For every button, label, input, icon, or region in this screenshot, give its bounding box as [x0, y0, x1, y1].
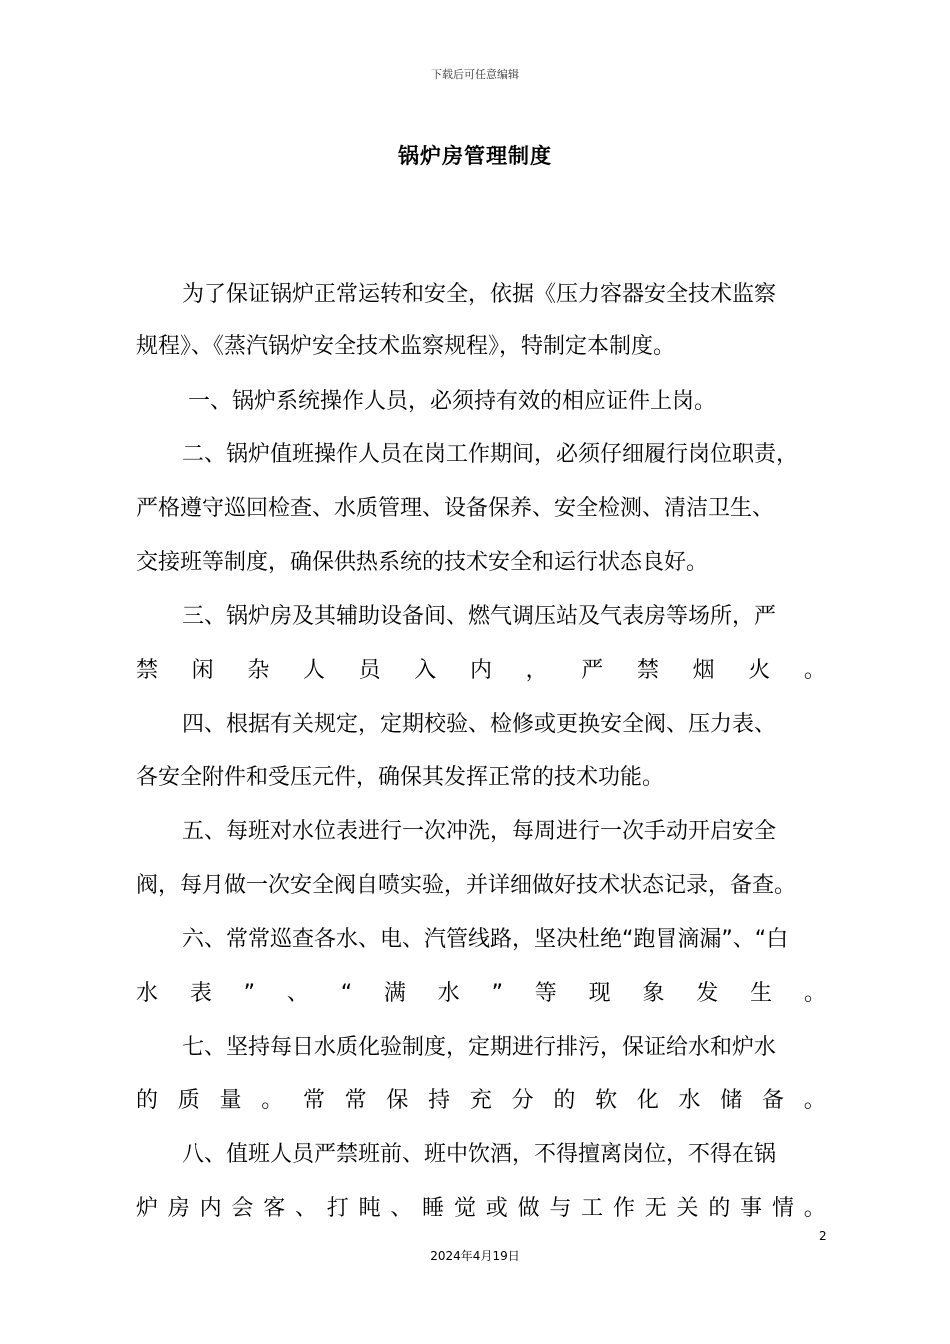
paragraph-line-justified: [136, 1193, 826, 1225]
justified-char: 常: [302, 1088, 325, 1113]
paragraph-line: 六、常常巡查各水、电、汽管线路，坚决杜绝“跑冒滴漏”、“白: [182, 927, 789, 952]
paragraph-line-justified: [136, 978, 826, 1010]
justified-char: 水: [678, 1088, 701, 1113]
justified-char: 闲: [191, 658, 214, 683]
justified-char: 充: [469, 1088, 492, 1113]
justified-char: 、: [390, 1196, 413, 1221]
justified-char: 。: [803, 1196, 826, 1221]
page-footer-date: 2024年4月19日: [430, 1249, 520, 1263]
justified-char: 现: [588, 981, 611, 1006]
justified-char: 软: [595, 1088, 618, 1113]
justified-char: 水: [437, 981, 460, 1006]
page-header: 下载后可任意编辑: [431, 68, 519, 81]
paragraph-line: 四、根据有关规定，定期校验、检修或更换安全阀、压力表、: [182, 712, 777, 737]
paragraph-line: 交接班等制度，确保供热系统的技术安全和运行状态良好。: [136, 550, 709, 575]
justified-char: ，: [525, 658, 548, 683]
justified-char: 发: [696, 981, 719, 1006]
document-title: 锅炉房管理制度: [398, 144, 552, 168]
justified-char: 会: [231, 1196, 254, 1221]
justified-char: 常: [344, 1088, 367, 1113]
justified-char: 做: [517, 1196, 540, 1221]
justified-char: 备: [762, 1088, 785, 1113]
justified-char: 睡: [422, 1196, 445, 1221]
justified-char: 生: [750, 981, 773, 1006]
paragraph-line-justified: [136, 1085, 826, 1117]
paragraph-line: 为了保证锅炉正常运转和安全，依据《压力容器安全技术监察: [182, 282, 777, 307]
paragraph-line: 规程》、《蒸汽锅炉安全技术监察规程》，特制定本制度。: [136, 334, 676, 359]
justified-char: 禁: [636, 658, 659, 683]
justified-char: 内: [199, 1196, 222, 1221]
paragraph-line: 三、锅炉房及其辅助设备间、燃气调压站及气表房等场所，严: [182, 604, 777, 629]
paragraph-line: 严格遵守巡回检查、水质管理、设备保养、安全检测、清洁卫生、: [136, 496, 775, 521]
justified-char: 满: [383, 981, 406, 1006]
justified-char: 或: [485, 1196, 508, 1221]
justified-char: 入: [414, 658, 437, 683]
justified-char: 水: [136, 981, 159, 1006]
justified-char: 、: [294, 1196, 317, 1221]
paragraph-line: 五、每班对水位表进行一次冲洗，每周进行一次手动开启安全: [182, 819, 777, 844]
justified-char: 保: [386, 1088, 409, 1113]
paragraph-line-justified: [136, 655, 826, 687]
justified-char: 盹: [358, 1196, 381, 1221]
justified-char: 。: [803, 658, 826, 683]
justified-char: 、: [286, 981, 309, 1006]
justified-char: 的: [553, 1088, 576, 1113]
justified-char: 作: [612, 1196, 635, 1221]
justified-char: 分: [511, 1088, 534, 1113]
document-body: [136, 0, 826, 1344]
justified-char: 客: [263, 1196, 286, 1221]
paragraph-line: 阀，每月做一次安全阀自喷实验，并详细做好技术状态记录，备查。: [136, 873, 797, 898]
justified-char: 持: [428, 1088, 451, 1113]
justified-char: 。: [261, 1088, 284, 1113]
justified-char: “: [340, 981, 353, 1006]
justified-char: 杂: [247, 658, 270, 683]
justified-char: 禁: [136, 658, 159, 683]
justified-char: 储: [720, 1088, 743, 1113]
justified-char: 象: [642, 981, 665, 1006]
page-number: 2: [819, 1229, 827, 1243]
justified-char: 烟: [692, 658, 715, 683]
justified-char: 的: [136, 1088, 159, 1113]
justified-char: 与: [549, 1196, 572, 1221]
paragraph-line: 一、锅炉系统操作人员，必须持有效的相应证件上岗。: [188, 389, 717, 414]
paragraph-line: 七、坚持每日水质化验制度，定期进行排污，保证给水和炉水: [182, 1035, 777, 1060]
justified-char: 内: [469, 658, 492, 683]
justified-char: 房: [167, 1196, 190, 1221]
justified-char: 量: [219, 1088, 242, 1113]
justified-char: ”: [243, 981, 256, 1006]
justified-char: 员: [358, 658, 381, 683]
justified-char: ”: [491, 981, 503, 1006]
justified-char: 火: [748, 658, 771, 683]
paragraph-line: 二、锅炉值班操作人员在岗工作期间，必须仔细履行岗位职责，: [182, 442, 799, 467]
paragraph-line: 各安全附件和受压元件，确保其发挥正常的技术功能。: [136, 765, 665, 790]
justified-char: 表: [189, 981, 212, 1006]
justified-char: 关: [676, 1196, 699, 1221]
justified-char: 打: [326, 1196, 349, 1221]
justified-char: 工: [581, 1196, 604, 1221]
justified-char: 事: [740, 1196, 763, 1221]
justified-char: 严: [581, 658, 604, 683]
justified-char: 的: [708, 1196, 731, 1221]
justified-char: 化: [636, 1088, 659, 1113]
justified-char: 。: [803, 1088, 826, 1113]
justified-char: 。: [803, 981, 826, 1006]
justified-char: 情: [771, 1196, 794, 1221]
justified-char: 无: [644, 1196, 667, 1221]
justified-char: 人: [302, 658, 325, 683]
justified-char: 质: [177, 1088, 200, 1113]
justified-char: 等: [534, 981, 557, 1006]
paragraph-line: 八、值班人员严禁班前、班中饮酒，不得擅离岗位，不得在锅: [182, 1142, 777, 1167]
justified-char: 觉: [453, 1196, 476, 1221]
justified-char: 炉: [136, 1196, 159, 1221]
